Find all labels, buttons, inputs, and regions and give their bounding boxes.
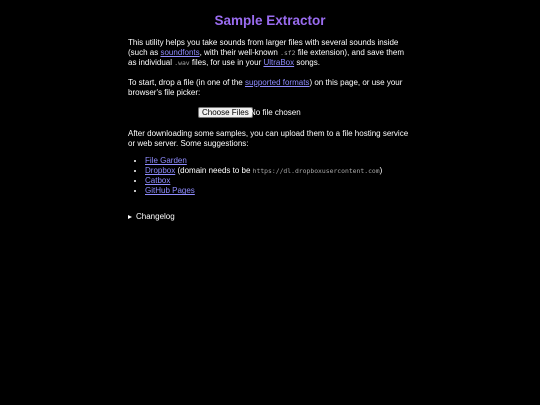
file-status-text: No file chosen <box>250 108 301 118</box>
dropbox-domain: https://dl.dropboxusercontent.com <box>252 167 380 176</box>
soundfonts-link[interactable]: soundfonts <box>160 48 200 58</box>
intro-text-3: file extension), and save them as individual <box>128 48 404 68</box>
list-item <box>145 166 412 176</box>
file-picker <box>128 107 412 120</box>
after-paragraph: After downloading some samples, you can upload them to a file hosting service or web server. Some suggestions: <box>128 129 409 149</box>
supported-formats-link[interactable]: supported formats <box>244 77 310 87</box>
intro-text-4: files, for use in your <box>189 58 264 68</box>
wav-extension: .wav <box>174 59 190 68</box>
ultrabox-link[interactable]: UltraBox <box>263 58 295 68</box>
changelog-label: Changelog <box>136 212 175 221</box>
dropbox-link[interactable]: Dropbox <box>145 166 176 176</box>
intro-text-1: This utility helps you take sounds from larger files with several sounds inside (such as <box>128 38 399 58</box>
main-content <box>128 38 412 196</box>
dropbox-note-1: (domain needs to be <box>175 166 253 176</box>
start-text-1: To start, drop a file (in one of the <box>128 77 245 87</box>
dropbox-note-2: ) <box>379 166 383 176</box>
list-item <box>145 176 412 186</box>
intro-paragraph <box>128 38 412 69</box>
list-item <box>145 186 412 196</box>
intro-text-5: songs. <box>294 58 320 68</box>
intro-text-2: , with their well-known <box>199 48 281 58</box>
list-item <box>145 156 412 166</box>
suggestions-list <box>128 156 412 196</box>
disclosure-triangle-icon <box>128 215 132 219</box>
choose-files-button[interactable]: Choose Files <box>198 107 253 118</box>
changelog-toggle[interactable] <box>128 212 175 221</box>
catbox-link[interactable]: Catbox <box>145 176 171 186</box>
start-paragraph <box>128 78 412 98</box>
github-pages-link[interactable]: GitHub Pages <box>145 186 195 196</box>
sf2-extension: .sf2 <box>280 49 296 58</box>
start-text-2: ) on this page, or use your browser's file picker: <box>128 77 403 97</box>
page-title: Sample Extractor <box>214 13 326 28</box>
file-garden-link[interactable]: File Garden <box>145 156 187 166</box>
